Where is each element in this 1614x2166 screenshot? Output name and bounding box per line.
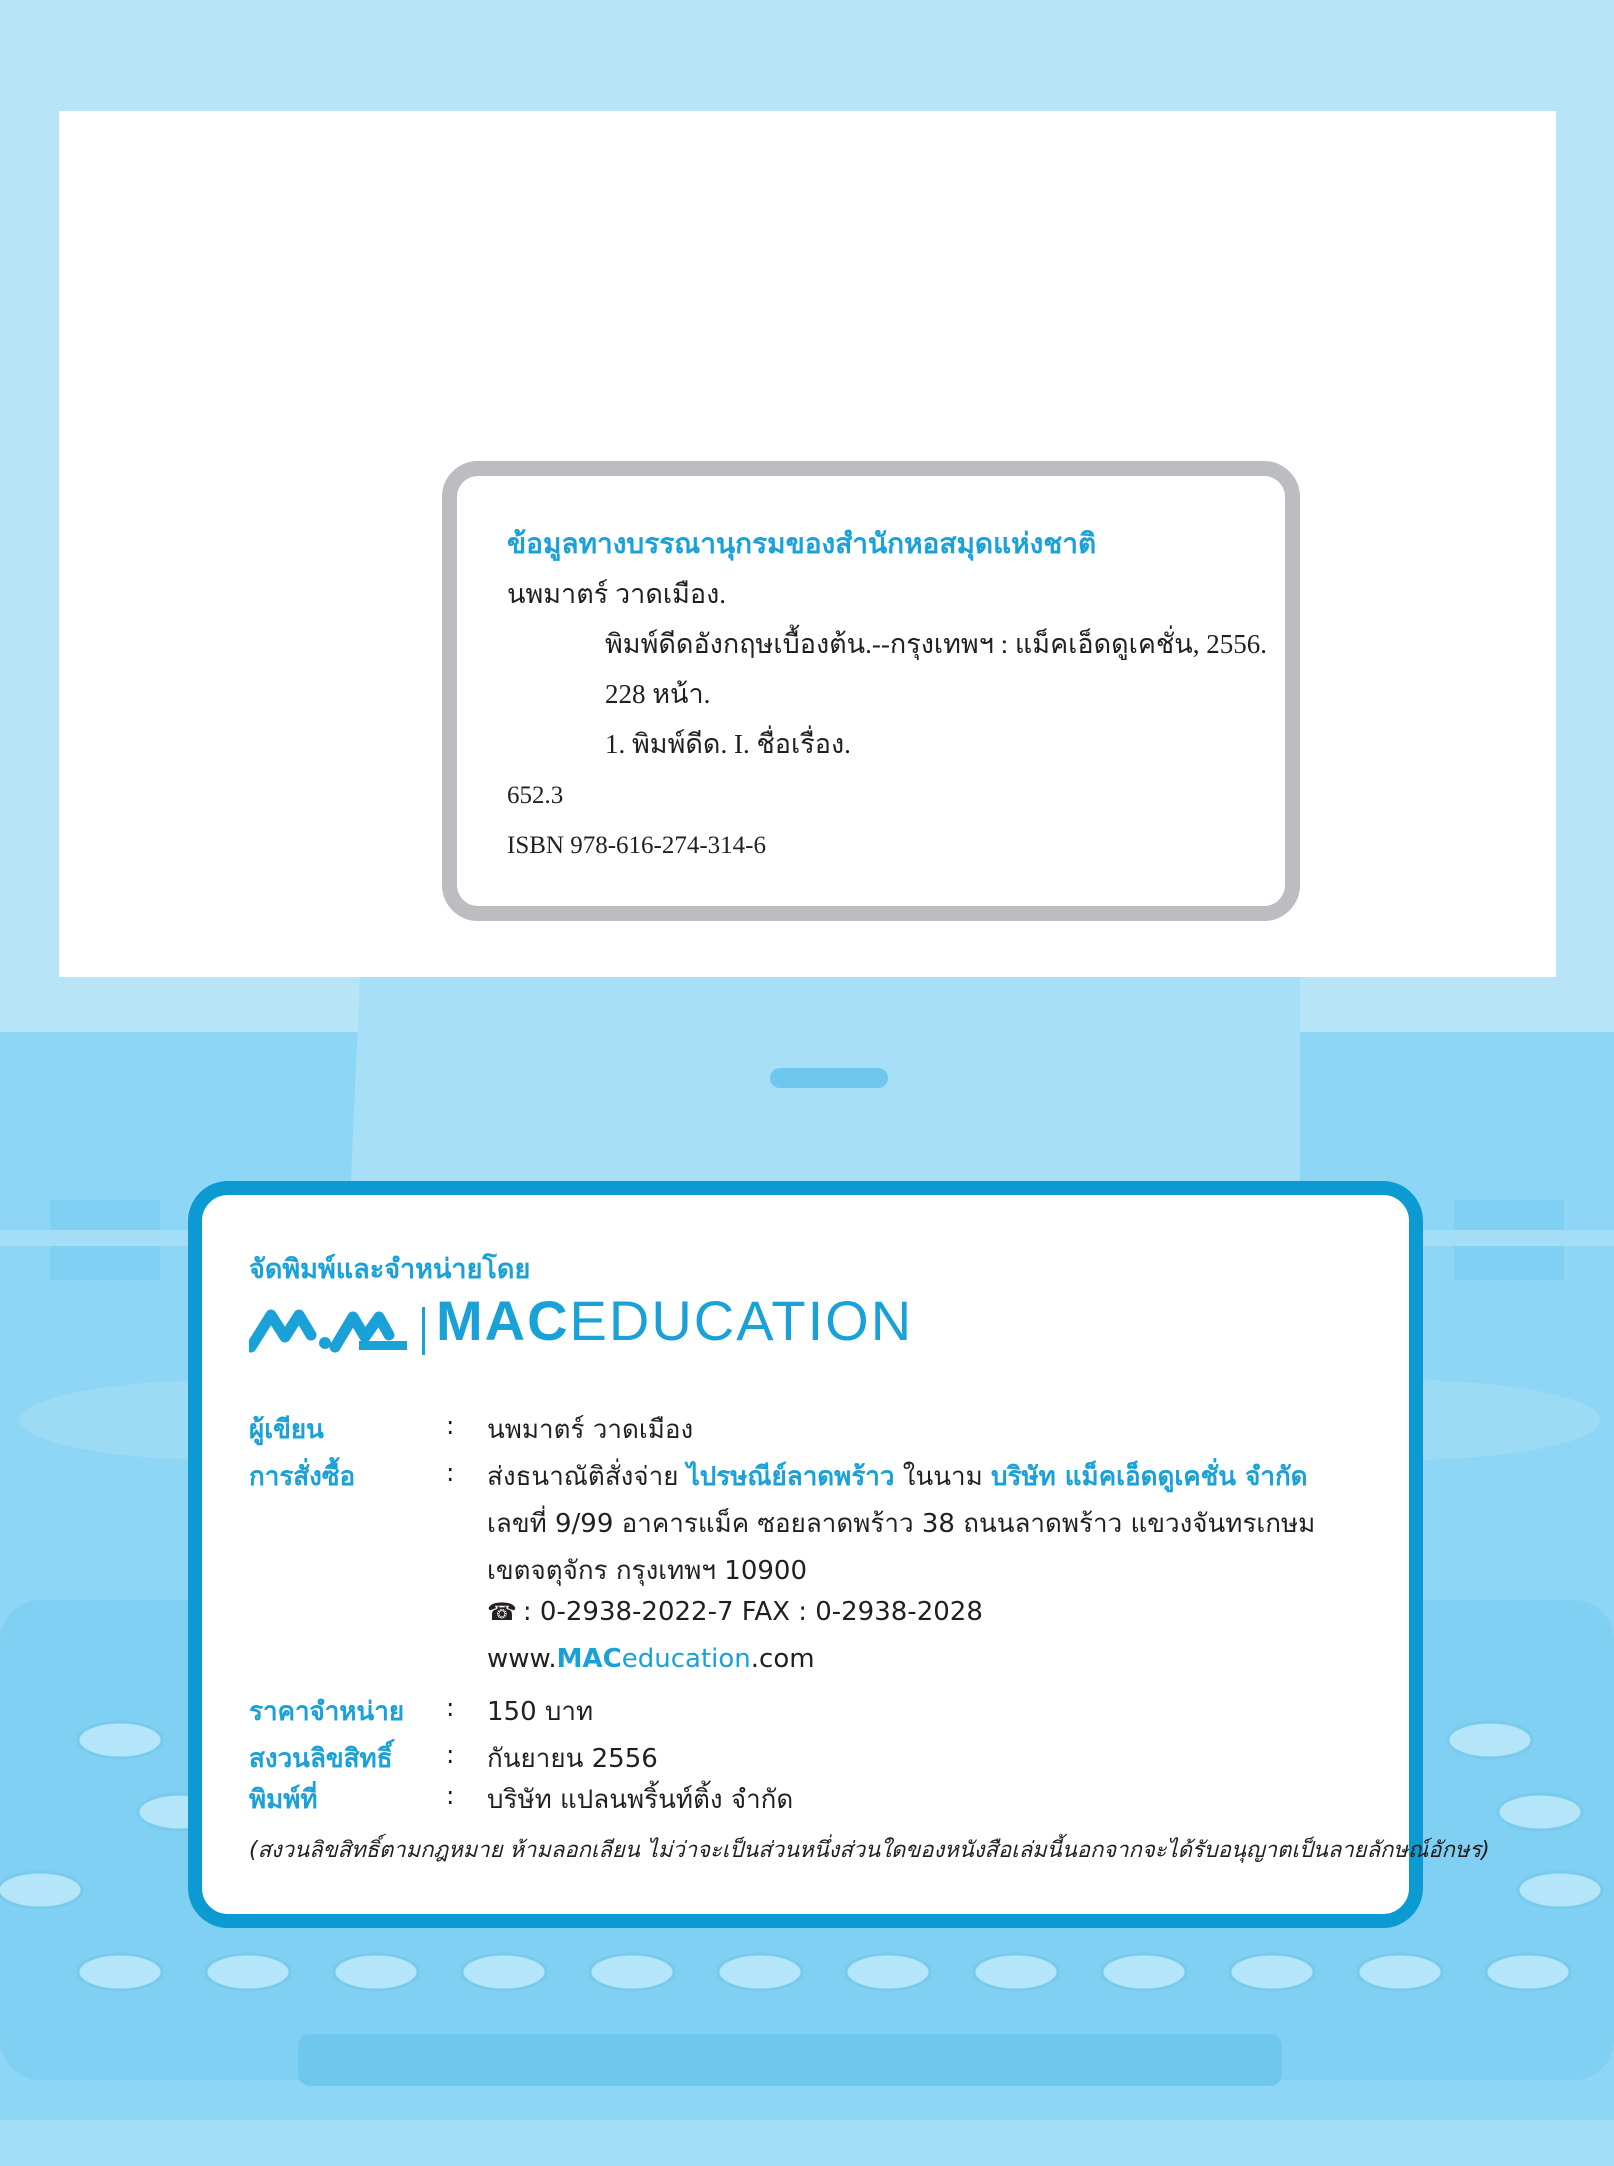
phone-numbers: : 0-2938-2022-7 FAX : 0-2938-2028 (522, 1597, 983, 1627)
phone-icon: ☎ (487, 1598, 517, 1626)
cip-isbn: ISBN 978-616-274-314-6 (507, 832, 767, 859)
order-company: บริษัท แม็คเอ็ดดูเคชั่น จำกัด (991, 1462, 1308, 1492)
author-colon: : (446, 1411, 455, 1440)
wordmark-education: EDUCATION (569, 1289, 914, 1352)
cip-title: ข้อมูลทางบรรณานุกรมของสำนักหอสมุดแห่งชาติ (507, 529, 1097, 560)
order-colon: : (446, 1458, 455, 1487)
cip-page (59, 111, 1556, 977)
web-education: education (621, 1644, 751, 1674)
web-mac: MAC (556, 1644, 622, 1674)
author-label: ผู้เขียน (249, 1415, 324, 1444)
cip-title-line: พิมพ์ดีดอังกฤษเบื้องต้น.--กรุงเทพฯ : แม็คเอ็ดดูเคชั่น, 2556. (605, 629, 1267, 659)
order-prefix: ส่งธนาณัติสั่งจ่าย (487, 1462, 679, 1492)
price-value: 150 บาท (487, 1697, 594, 1727)
wordmark-mac: MAC (436, 1289, 570, 1352)
address-line-2: เขตจตุจักร กรุงเทพฯ 10900 (487, 1556, 808, 1586)
order-value (487, 1456, 1308, 1497)
printer-colon: : (446, 1781, 455, 1810)
printer-value: บริษัท แปลนพริ้นท์ติ้ง จำกัด (487, 1785, 794, 1815)
web-suffix: .com (750, 1644, 815, 1674)
cip-classification: 652.3 (507, 782, 564, 809)
cip-subject-line: 1. พิมพ์ดีด. I. ชื่อเรื่อง. (605, 729, 851, 759)
phone-line (487, 1597, 983, 1627)
rights-colon: : (446, 1740, 455, 1769)
order-mid: ในนาม (902, 1462, 983, 1492)
printer-label: พิมพ์ที่ (249, 1785, 318, 1814)
rights-label: สงวนลิขสิทธิ์ (249, 1744, 393, 1773)
rights-value: กันยายน 2556 (487, 1744, 658, 1774)
copyright-note: (สงวนลิขสิทธิ์ตามกฎหมาย ห้ามลอกเลียน ไม่ว่าจะเป็นส่วนหนึ่งส่วนใดของหนังสือเล่มนี้นอกจากจะได้รับอนุญาตเป็นลายลักษณ์อักษร) (249, 1838, 1490, 1863)
cip-author: นพมาตร์ วาดเมือง. (507, 579, 727, 609)
author-value: นพมาตร์ วาดเมือง (487, 1415, 694, 1445)
publisher-heading: จัดพิมพ์และจำหน่ายโดย (249, 1254, 531, 1284)
order-label: การสั่งซื้อ (249, 1462, 356, 1491)
order-postoffice: ไปรษณีย์ลาดพร้าว (686, 1462, 895, 1492)
mac-education-wordmark (436, 1289, 914, 1352)
web-prefix: www. (487, 1644, 557, 1674)
cip-pages-line: 228 หน้า. (605, 679, 711, 709)
publisher-card (188, 1181, 1490, 1928)
logo-separator (422, 1307, 425, 1355)
price-colon: : (446, 1693, 455, 1722)
address-line-1: เลขที่ 9/99 อาคารแม็ค ซอยลาดพร้าว 38 ถนนลาดพร้าว แขวงจันทรเกษม (487, 1509, 1316, 1539)
price-label: ราคาจำหน่าย (249, 1697, 405, 1726)
mac-logo-icon (249, 1301, 409, 1361)
website-link[interactable] (487, 1644, 815, 1674)
cip-box (442, 461, 1300, 921)
